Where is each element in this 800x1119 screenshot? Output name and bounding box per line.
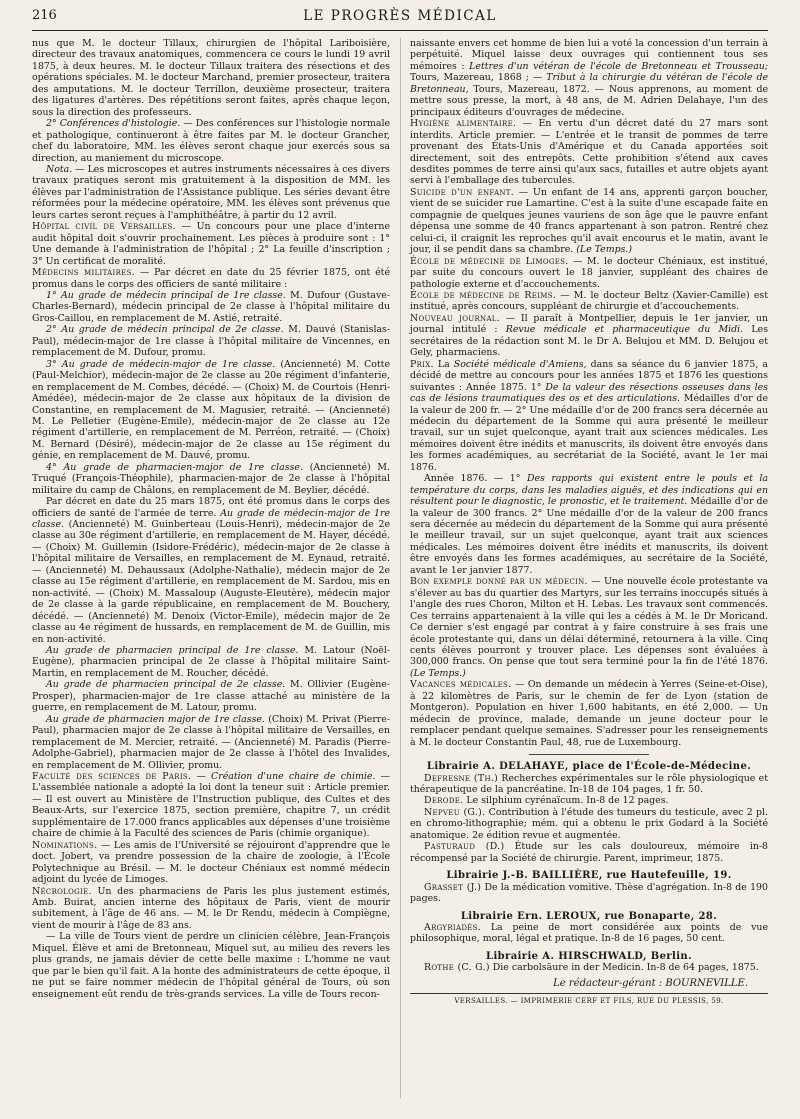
page-header bbox=[32, 8, 768, 31]
book-author: Pasturaud (D.) bbox=[424, 841, 505, 853]
paragraph: — La ville de Tours vient de perdre un clinicien célèbre, Jean-François Miquel. Élève et ami de Bretonneau, Miquel sut, au milieu des revers les plus grands, ne jamais dévier de cette belle maxime : L'homme ne vaut que par le bien qu'il fait. A la honte des administrateurs de cette époque, il ne put se faire nommer médecin de l'hôpital général de Tours, où son enseignement eût rendu de très-grands services. La ville de Tours recon- bbox=[32, 931, 390, 1000]
book-entry bbox=[410, 882, 768, 905]
paragraph: Hygiène alimentaire. — En vertu d'un décret daté du 27 mars sont interdits. Article premier. — L'entrée et le transit de pommes de terre provenant des États-Unis d'Amérique et du Canada apportées soit directement, soit des entrepôts. Cette prohibition s'étend aux caves desdites pommes de terre ainsi qu'aux sacs, futailles et autre objets ayant servi à l'emballage des tubercules. bbox=[410, 118, 768, 187]
bookstore-list bbox=[410, 773, 768, 865]
book-description: Contribution à l'étude des tumeurs du testicule, avec 2 pl. en chromo-lithographie; mém. qui a obtenu le prix Godard à la Société anatomique. 2e édition revue et augmentée. bbox=[410, 806, 768, 841]
right-column bbox=[410, 38, 768, 1008]
paragraph: Bon exemple donné par un médecin. — Une nouvelle école protestante va s'élever au bas du quartier des Martyrs, sur les terrains inoccupés situés à l'angle des rues Choron, Milton et H. Lebas. Les travaux sont commencés. Ces terrains appartenaient à la ville qui les a cédés à M. le Dr Moricand. Ce dernier s'est engagé par contrat à y faire construire à ses frais une école protestante qui, dans un délai déterminé, retournera à la ville. Cinq cents élèves pourront y trouver place. Les dépenses sont évaluées à 300,000 francs. On pense que tout sera terminé pour la fin de l'été 1876. (Le Temps.) bbox=[410, 576, 768, 679]
paragraph: Hôpital civil de Versailles. — Un concours pour une place d'interne audit hôpital doit s'ouvrir prochainement. Les pièces à produire sont : 1° Une demande à l'administration de l'hôpital ; 2° La feuille d'inscription ; 3° Un certificat de moralité. bbox=[32, 221, 390, 267]
book-author: Defresne (Th.) bbox=[424, 772, 499, 784]
paragraph: Faculté des sciences de Paris. — Création d'une chaire de chimie. — L'assemblée nationale a adopté la loi dont la teneur suit : Article premier. — Il est ouvert au Ministère de l'Instruction publique, des Cultes et des Beaux-Arts, sur l'exercice 1875, section première, chapitre 7, un crédit supplémentaire de 17.000 francs applicables aux dépenses d'une troisième chaire de chimie à la Faculté des sciences de Paris (chimie organique). bbox=[32, 771, 391, 840]
paragraph: Nouveau journal. — Il paraît à Montpellier, depuis le 1er janvier, un journal intitulé : Revue médicale et pharmaceutique du Midi. Les secrétaires de la rédaction sont M. le Dr A. Belujou et MM. D. Belujou et Gely, pharmaciens. bbox=[410, 312, 769, 359]
bookstore-heading: Librairie A. HIRSCHWALD, Berlin. bbox=[486, 950, 692, 962]
book-entry bbox=[410, 807, 768, 841]
page-number: 216 bbox=[32, 8, 57, 23]
book-author: Rothe (C. G.) bbox=[424, 962, 490, 974]
book-description: Die carbolsäure in der Medicin. In-8 de 64 pages, 1875. bbox=[489, 962, 759, 974]
paragraph: 2° Au grade de médecin principal de 2e classe. M. Dauvé (Stanislas-Paul), médecin-major de 1re classe à l'hôpital militaire de Vincennes, en remplacement de M. Dufour, promu. bbox=[32, 324, 391, 359]
bookstore-list bbox=[410, 882, 768, 905]
book-description: Recherches expérimentales sur le rôle physiologique et thérapeutique de la pancréatine. In-18 de 104 pages, 1 fr. 50. bbox=[410, 772, 768, 795]
paragraph: 3° Au grade de médecin-major de 1re classe. (Ancienneté) M. Cotte (Paul-Melchior), médecin-major de 2e classe au 20e régiment d'infanterie, en remplacement de M. Combes, décédé. — (Choix) M. de Courtois (Henri-Amédée), médecin-major de 2e classe aux hôpitaux de la division de Constantine, en remplacement de M. Magusier, retraité. — (Ancienneté) M. Le Pelletier (Eugène-Emile), médecin-major de 2e classe au 12e régiment d'artillerie, en remplacement de M. Perréon, retraité. — (Choix) M. Bernard (Désiré), médecin-major de 2e classe au 15e régiment du génie, en remplacement de M. Dauvé, promu. bbox=[32, 358, 391, 462]
paragraph: 2° Conférences d'histologie. — Des conférences sur l'histologie normale et pathologique, continueront à être faites par M. le docteur Grancher, chef du laboratoire, MM. les élèves seront chaque jour exercés sous sa direction, au maniement du microscope. bbox=[32, 118, 391, 164]
book-entry bbox=[410, 795, 768, 806]
paragraph: 4° Au grade de pharmacien-major de 1re classe. (Ancienneté) M. Truqué (François-Théophile), pharmacien-major de 2e classe à l'hôpital militaire du camp de Châlons, en remplacement de M. Beylier, décédé. bbox=[32, 461, 390, 496]
printer-line: VERSAILLES. — IMPRIMERIE CERF ET FILS, RUE DU PLESSIS, 59. bbox=[410, 993, 768, 1007]
left-column bbox=[32, 38, 390, 1000]
paragraph: Nominations. — Les amis de l'Université se réjouiront d'apprendre que le doct. Jobert, va prendre possession de la chaire de zoologie, à l'École Polytechnique au Brésil. — M. le docteur Chéniaux est nommé médecin adjoint du lycée de Limoges. bbox=[32, 839, 390, 886]
paragraph: Nota. — Les microscopes et autres instruments nécessaires à ces divers travaux pratiques seront mis gratuitement à la disposition de MM. les élèves par l'administration de l'Assistance publique. Les séries devant être réformées pour la médecine opératoire, MM. les élèves sont prévenus que leurs cartes seront reçues à l'amphithéâtre, à partir du 12 avril. bbox=[32, 163, 390, 221]
paragraph: Au grade de pharmacien principal de 2e classe. M. Ollivier (Eugène-Prosper), pharmacien-major de 1re classe attaché au ministère de la guerre, en remplacement de M. Latour, promu. bbox=[32, 679, 391, 714]
book-author: Nepveu (G.). bbox=[424, 806, 486, 818]
paragraph: Vacances médicales. — On demande un médecin à Yerres (Seine-et-Oise), à 22 kilomètres de Paris, sur le chemin de fer de Lyon (station de Montgeron). Population en hiver 1,600 habitants, en été 2,000. — Un médecin de province, malade, demande un jeune docteur pour le remplacer pendant quelque semaines. S'adresser pour les renseignements à M. le docteur Constantin Paul, 48, rue de Luxembourg. bbox=[410, 679, 768, 748]
book-description: De la médication vomitive. Thèse d'agrégation. In-8 de 190 pages. bbox=[410, 881, 768, 905]
bookstore-heading: Librairie J.-B. BAILLIÈRE, rue Hautefeuille, 19. bbox=[446, 870, 732, 882]
book-author: Derode. bbox=[424, 795, 464, 807]
section-rule bbox=[529, 754, 649, 755]
bookstore-heading: Librairie A. DELAHAYE, place de l'École-de-Médecine. bbox=[426, 761, 752, 773]
book-entry bbox=[410, 773, 768, 796]
book-description: La peine de mort considérée aux points de vue philosophique, moral, légal et pratique. In-8 de 16 pages, 50 cent. bbox=[410, 921, 768, 945]
paragraph: Au grade de pharmacien principal de 1re classe. M. Latour (Noël-Eugène), pharmacien principal de 2e classe à l'hôpital militaire Saint-Martin, en remplacement de M. Roucher, décédé. bbox=[32, 645, 390, 679]
bookstore-heading: Librairie Ern. LEROUX, rue Bonaparte, 28. bbox=[460, 910, 718, 922]
column-divider bbox=[400, 38, 401, 1098]
paragraph: École de médecine de Limoges. — M. le docteur Chéniaux, est institué, par suite du concours ouvert le 18 janvier, suppléant des chaires de pathologie externe et d'accouchements. bbox=[410, 255, 768, 290]
paragraph: Suicide d'un enfant. — Un enfant de 14 ans, apprenti garçon boucher, vient de se suicider rue Lamartine. C'est à la suite d'une escapade faite en compagnie de quelques jeunes vauriens de son âge que le pauvre enfant dépensa une somme de 40 francs appartenant à son patron. Rentré chez celui-ci, il craignit les reproches qu'il avait encourus et le matin, avant le jour, il se pendit dans sa chambre. (Le Temps.) bbox=[410, 186, 768, 256]
book-description: Étude sur les cals douloureux, mémoire in-8 récompensé par la Société de chirurgie. Parent, imprimeur, 1875. bbox=[410, 841, 768, 864]
journal-title: LE PROGRÈS MÉDICAL bbox=[303, 8, 497, 24]
book-entry bbox=[410, 922, 768, 945]
paragraph: Par décret en date du 25 mars 1875, ont été promus dans le corps des officiers de santé de l'armée de terre. Au grade de médecin-major de 1re classe. (Ancienneté) M. Guinberteau (Louis-Henri), médecin-major de 2e classe au 30e régiment d'artillerie, en remplacement de M. Hayer, décédé. — (Choix) M. Guillemin (Isidore-Frédéric), médecin-major de 2e classe à l'hôpital militaire de Versailles, en remplacement de M. Eynaud, retraité. — (Ancienneté) M. Dehaussaux (Adolphe-Nathalie), médecin major de 2e classe au 15e régiment d'artillerie, en remplacement de M. Sardou, mis en non-activité. — (Choix) M. Massaloup (Auguste-Eleutère), médecin major de 2e classe à la garde républicaine, en remplacement de M. Bouchery, décédé. — (Ancienneté) M. Denoix (Victor-Emile), médecin major de 2e classe au 4e régiment de hussards, en remplacement de M. de Guillin, mis en non-activité. bbox=[32, 496, 390, 645]
book-author: Grasset (J.) bbox=[424, 881, 482, 893]
paragraph: naissante envers cet homme de bien lui a voté la concession d'un terrain à perpétuité. Miquel laisse deux ouvrages qui contiennent tous ses mémoires : Lettres d'un vétéran de l'école de Bretonneau et Trousseau; Tours, Mazereau, 1868 ; — Tribut à la chirurgie du vétéran de l'école de Bretonneau, Tours, Mazereau, 1872. — Nous apprenons, au moment de mettre sous presse, la mort, à 48 ans, de M. Adrien Delahaye, l'un des principaux éditeurs d'ouvrages de médecine. bbox=[410, 38, 769, 118]
paragraph: 1° Au grade de médecin principal de 1re classe. M. Dufour (Gustave-Charles-Bernard), médecin principal de 2e classe à l'hôpital militaire du Gros-Caillou, en remplacement de M. Astié, retraité. bbox=[32, 289, 390, 324]
book-entry bbox=[410, 841, 768, 864]
paragraph: Prix. La Société médicale d'Amiens, dans sa séance du 6 janvier 1875, a décidé de mettre au concours pour les années 1875 et 1876 les questions suivantes : Année 1875. 1° De la valeur des résections osseuses dans les cas de lésions traumatiques des os et des articulations. Médailles d'or de la valeur de 200 fr. — 2° Une médaille d'or de 200 francs sera décernée au médecin du département de la Somme qui aura présenté le meilleur travail, sur un sujet quelconque, ayant trait aux sciences médicales. Les mémoires doivent être inédits et manuscrits, ils doivent être envoyés dans les formes académiques, au secrétariat de la Société, avant le 1er mai 1876. bbox=[410, 358, 768, 473]
book-author: Argyriadès. bbox=[424, 921, 482, 933]
paragraph: Au grade de pharmacien major de 1re classe. (Choix) M. Privat (Pierre-Paul), pharmacien major de 2e classe à l'hôpital militaire de Versailles, en remplacement de M. Mercier, retraité. — (Ancienneté) M. Paradis (Pierre-Adolphe-Gabriel), pharmacien major de 2e classe à l'hôtel des Invalides, en remplacement de M. Ollivier, promu. bbox=[32, 713, 390, 771]
paragraph: Année 1876. — 1° Des rapports qui existent entre le pouls et la température du corps, dans les maladies aiguës, et des indications qui en résultent pour le diagnostic, le pronostic, et le traitement. Médaille d'or de la valeur de 300 francs. 2° Une médaille d'or de la valeur de 200 francs sera décernée au médecin du département de la Somme qui aura présenté le meilleur travail, sur un sujet quelconque, ayant trait aux sciences médicales. Les mémoires doivent être inédits et manuscrits, ils doivent être envoyés dans les formes académiques, au secrétaire de la Société, avant le 1er janvier 1877. bbox=[410, 473, 769, 576]
editor-signature: Le rédacteur-gérant : BOURNEVILLE. bbox=[553, 977, 748, 989]
bookstore-list bbox=[410, 962, 768, 973]
paragraph: Nécrologie. Un des pharmaciens de Paris les plus justement estimés, Amb. Buirat, ancien interne des hôpitaux de Paris, vient de mourir subitement, à l'âge de 46 ans. — M. le Dr Rendu, médecin à Compiègne, vient de mourir à l'âge de 83 ans. bbox=[32, 885, 390, 931]
book-description: Le silphium cyrénaïcum. In-8 de 12 pages. bbox=[463, 795, 669, 807]
paragraph: École de médecine de Reims. — M. le docteur Beltz (Xavier-Camille) est institué, après concours, suppléant de chirurgie et d'accouchements. bbox=[410, 289, 768, 313]
bookstore-list bbox=[410, 922, 768, 945]
paragraph: Médecins militaires. — Par décret en date du 25 février 1875, ont été promus dans le corps des officiers de santé militaire : bbox=[32, 267, 390, 290]
paragraph: nus que M. le docteur Tillaux, chirurgien de l'hôpital Lariboisière, directeur des travaux anatomiques, commencera ce cours le lundi 19 avril 1875, à deux heures. M. le docteur Tillaux traitera des résections et des opérations spéciales. M. le docteur Marchand, premier prosecteur, traitera des amputations. M. le docteur Terrillon, deuxième prosecteur, traitera des ligatures d'artères. Des répétitions seront faites, après chaque leçon, sous la direction des professeurs. bbox=[32, 38, 391, 118]
book-entry bbox=[410, 962, 768, 973]
